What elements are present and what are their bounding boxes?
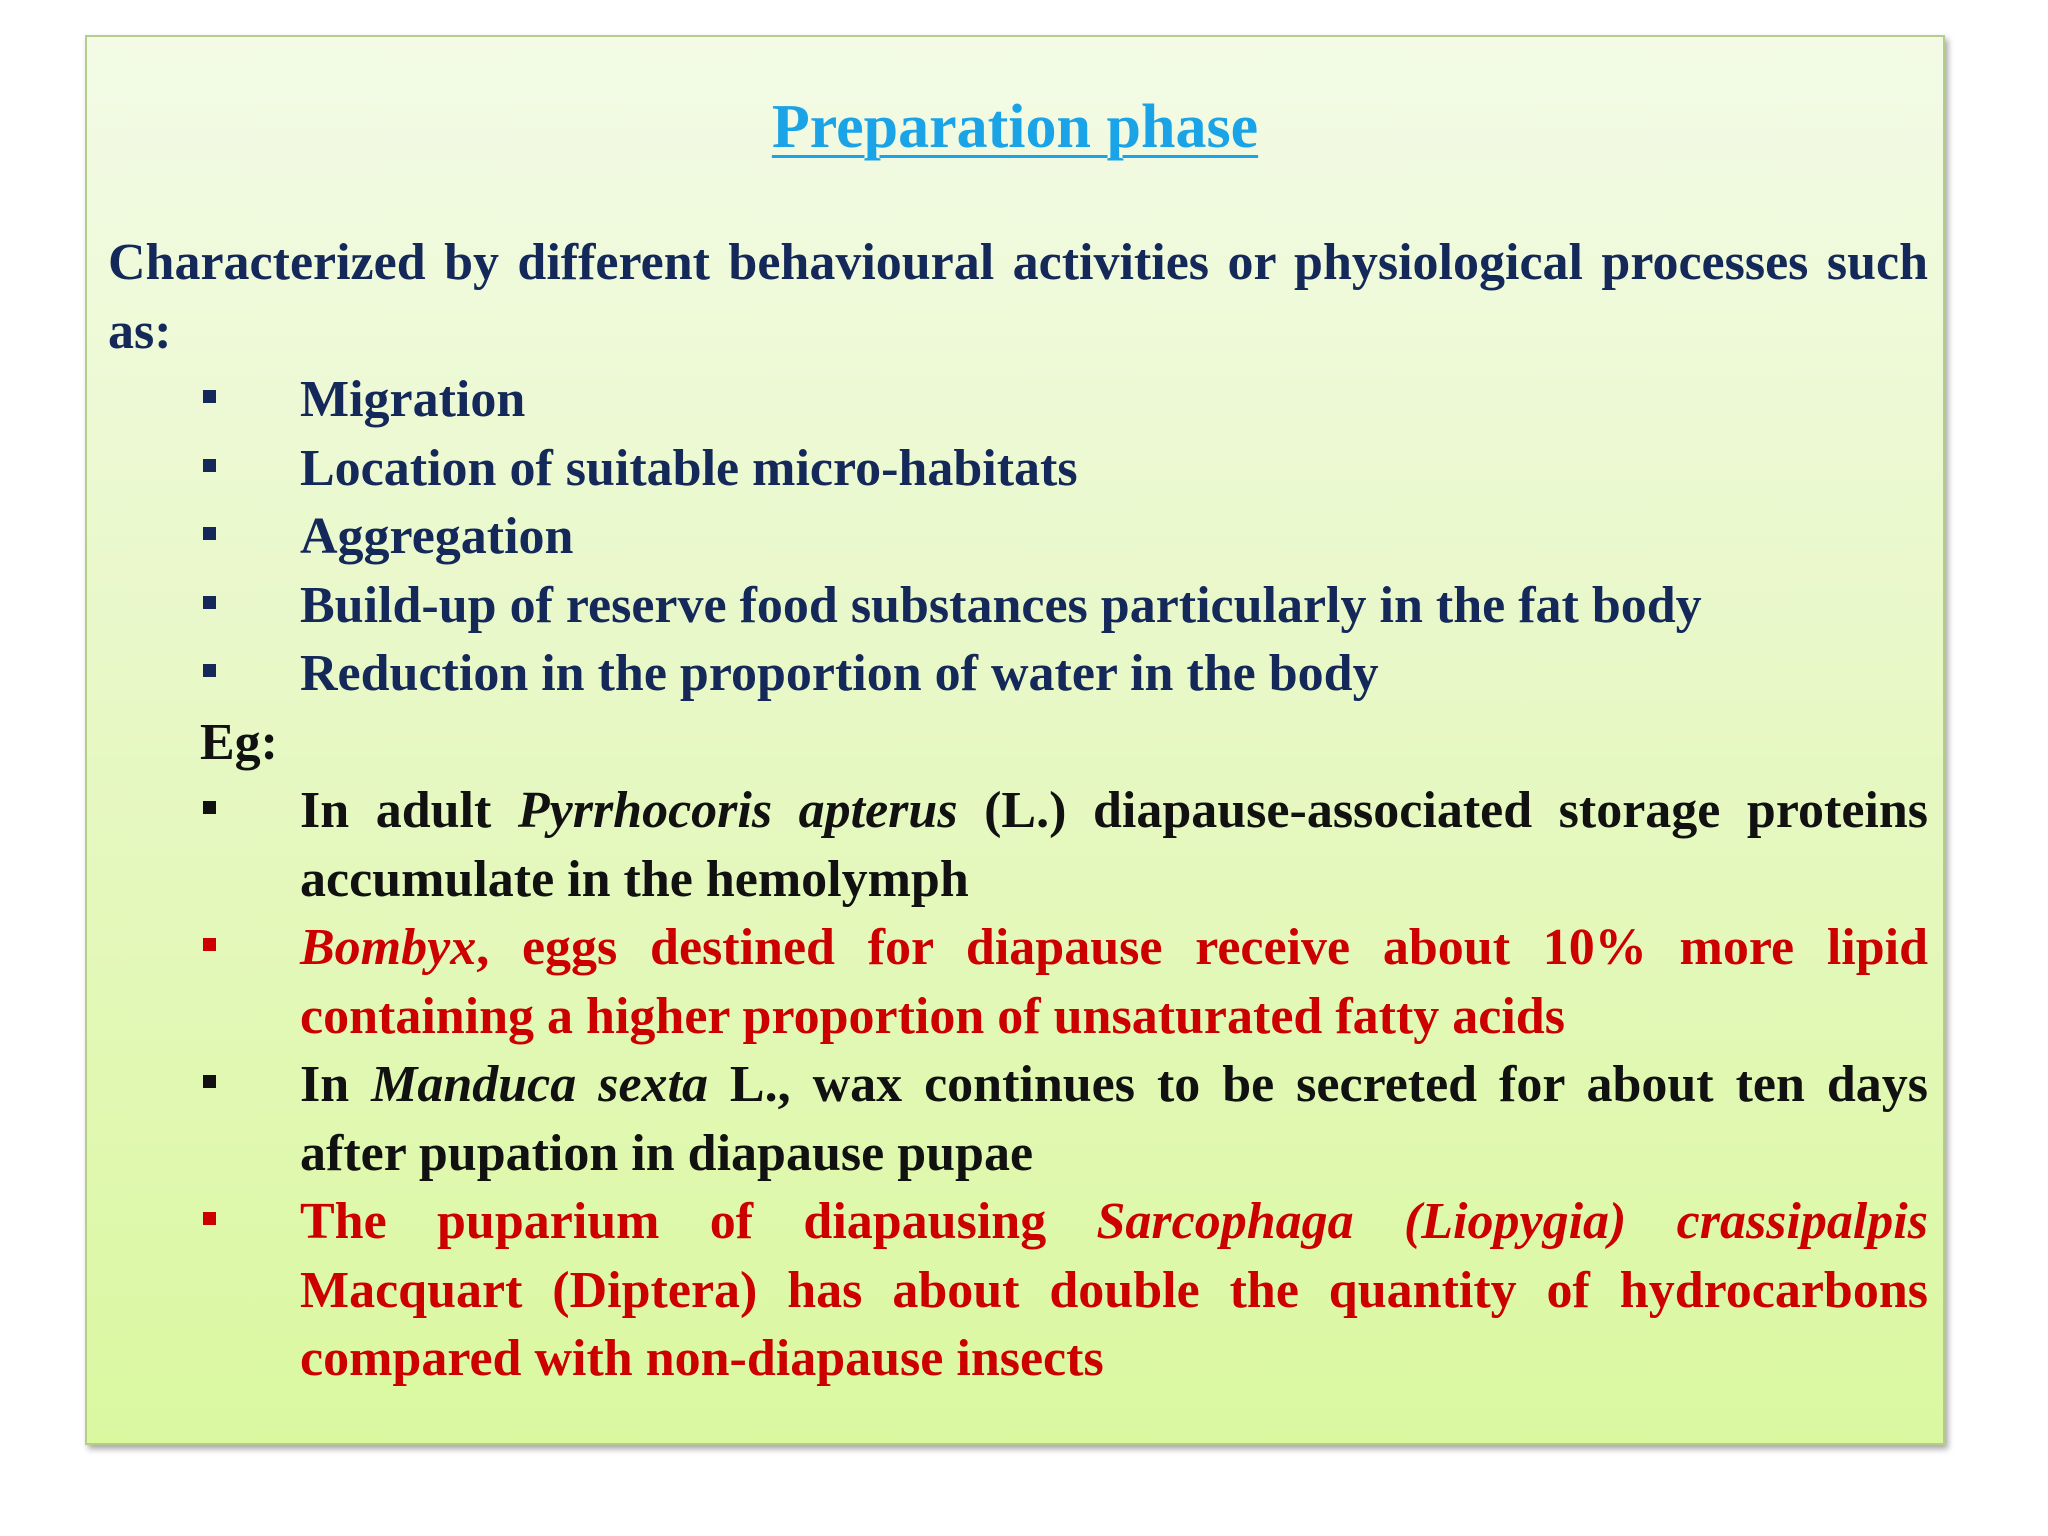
example-post: (L.) diapause-associated storage proteins accumulate in the hemolymph (300, 782, 1928, 908)
square-bullet-icon (203, 777, 227, 846)
example-post: Macquart (Diptera) has about double the quantity of hydrocarbons compared with non-diapause insects (300, 1261, 1928, 1387)
square-bullet-icon (203, 1051, 227, 1120)
square-bullet-icon (203, 435, 227, 504)
square-bullet-icon (203, 914, 227, 983)
slide (85, 35, 1945, 1445)
species-name: Sarcophaga (Liopygia) crassipalpis (1096, 1193, 1928, 1250)
list-item-reserve-food (108, 572, 1928, 641)
list-item-label: Reduction in the proportion of water in the body (300, 645, 1379, 702)
example-bombyx (108, 914, 1928, 1051)
square-bullet-icon (203, 572, 227, 641)
list-item-label: Build-up of reserve food substances particularly in the fat body (300, 576, 1702, 634)
square-bullet-icon (203, 1188, 227, 1257)
square-bullet-icon (203, 366, 227, 435)
example-post: L., wax continues to be secreted for about ten days after pupation in diapause pupae (300, 1056, 1928, 1182)
slide-content (108, 229, 1928, 1394)
example-pre: In adult (300, 782, 518, 839)
species-name: Bombyx (300, 919, 477, 976)
intro-text: Characterized by different behavioural activities or physiological processes such as: (108, 234, 1928, 360)
list-item-label: Migration (300, 371, 526, 428)
list-item-water-reduction (108, 640, 1928, 709)
example-pyrrhocoris (108, 777, 1928, 914)
eg-label: Eg: (200, 713, 278, 771)
slide-title: Preparation phase (771, 93, 1259, 161)
example-pre: The puparium of diapausing (300, 1193, 1097, 1250)
species-name: Pyrrhocoris apterus (517, 782, 958, 839)
example-pre: In (300, 1056, 372, 1113)
list-item-aggregation (108, 503, 1928, 572)
example-manduca (108, 1051, 1928, 1188)
list-item-label: Aggregation (300, 508, 574, 565)
list-item-micro-habitats (108, 435, 1928, 504)
example-post: , eggs destined for diapause receive about 10% more lipid containing a higher proportion of unsaturated fatty acids (300, 919, 1928, 1045)
list-item-migration (108, 366, 1928, 435)
list-item-label: Location of suitable micro-habitats (300, 439, 1078, 497)
example-sarcophaga (108, 1188, 1928, 1394)
square-bullet-icon (203, 640, 227, 709)
square-bullet-icon (203, 503, 227, 572)
species-name: Manduca sexta (371, 1056, 708, 1113)
